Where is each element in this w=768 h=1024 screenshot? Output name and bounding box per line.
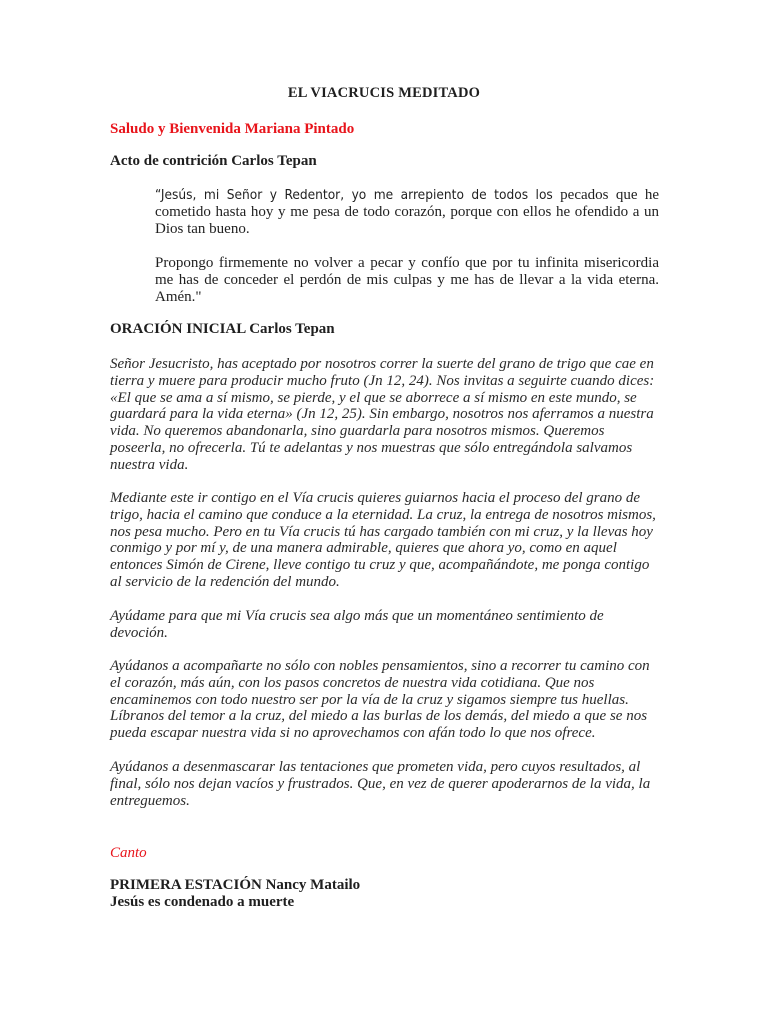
station-speaker: Nancy Matailo — [261, 877, 361, 893]
station-label: PRIMERA ESTACIÓN — [110, 877, 262, 893]
station-heading — [110, 877, 360, 894]
song-label: Canto — [110, 845, 147, 861]
prayer-paragraph-2: Mediante este ir contigo en el Vía crucis quieres guiarnos hacia el proceso del grano de trigo, hacia el camino que conduce a la eternidad. La cruz, la entrega de nosotros mismos, nos pesa mucho. Pero en tu Vía crucis tú has cargado también con mi cruz, y la llevas hoy conmigo y por mí y, de una manera admirable, quieres que ahora yo, como en aquel entonces Simón de Cirene, lleve contigo tu cruz y que, acompañándote, me ponga contigo al servicio de la redención del mundo. — [110, 490, 656, 590]
contrition-paragraph-2: Propongo firmemente no volver a pecar y confío que por tu infinita misericordia me has de conceder el perdón de mis culpas y me has de llevar a la vida eterna. Amén." — [155, 255, 659, 305]
contrition-paragraph-1-rest: pecados que he cometido hasta hoy y me pesa de todo corazón, porque con ellos he ofendido a un Dios tan bueno. — [155, 187, 659, 237]
contrition-paragraph-1-start: “Jesús, mi Señor y Redentor, yo me arrepiento de todos los — [155, 187, 553, 203]
opening-prayer-speaker: Carlos Tepan — [245, 321, 335, 337]
document-title: EL VIACRUCIS MEDITADO — [287, 85, 481, 101]
prayer-paragraph-3: Ayúdame para que mi Vía crucis sea algo más que un momentáneo sentimiento de devoción. — [110, 608, 604, 641]
station-subtitle: Jesús es condenado a muerte — [110, 894, 295, 910]
opening-prayer-label: ORACIÓN INICIAL — [110, 321, 246, 337]
welcome-line: Saludo y Bienvenida Mariana Pintado — [110, 121, 355, 137]
opening-prayer-heading — [110, 321, 335, 338]
prayer-paragraph-5: Ayúdanos a desenmascarar las tentaciones que prometen vida, pero cuyos resultados, al final, sólo nos dejan vacíos y frustrados. Que, en vez de querer apoderarnos de la vida, la entreguemos. — [110, 759, 651, 809]
contrition-paragraph-1 — [155, 187, 659, 238]
prayer-paragraph-4: Ayúdanos a acompañarte no sólo con nobles pensamientos, sino a recorrer tu camino con el corazón, más aún, con los pasos concretos de nuestra vida cotidiana. Que nos encaminemos con todo nuestro ser por la vía de la cruz y sigamos siempre tus huellas. Líbranos del temor a la cruz, del miedo a las burlas de los demás, del miedo a que se nos pueda escapar nuestra vida si no aprovechamos con afán todo lo que nos ofrece. — [110, 658, 650, 742]
contrition-heading: Acto de contrición Carlos Tepan — [110, 153, 317, 169]
prayer-paragraph-1: Señor Jesucristo, has aceptado por nosotros correr la suerte del grano de trigo que cae en tierra y muere para producir mucho fruto (Jn 12, 24). Nos invitas a seguirte cuando dices: «El que se ama a sí mismo, se pierde, y el que se aborrece a sí mismo en este mundo, se guardará para la vida eterna» (Jn 12, 25). Sin embargo, nosotros nos aferramos a nuestra vida. No queremos abandonarla, sino guardarla para nosotros mismos. Queremos poseerla, no ofrecerla. Tú te adelantas y nos muestras que sólo entregándola salvamos nuestra vida. — [110, 356, 655, 473]
